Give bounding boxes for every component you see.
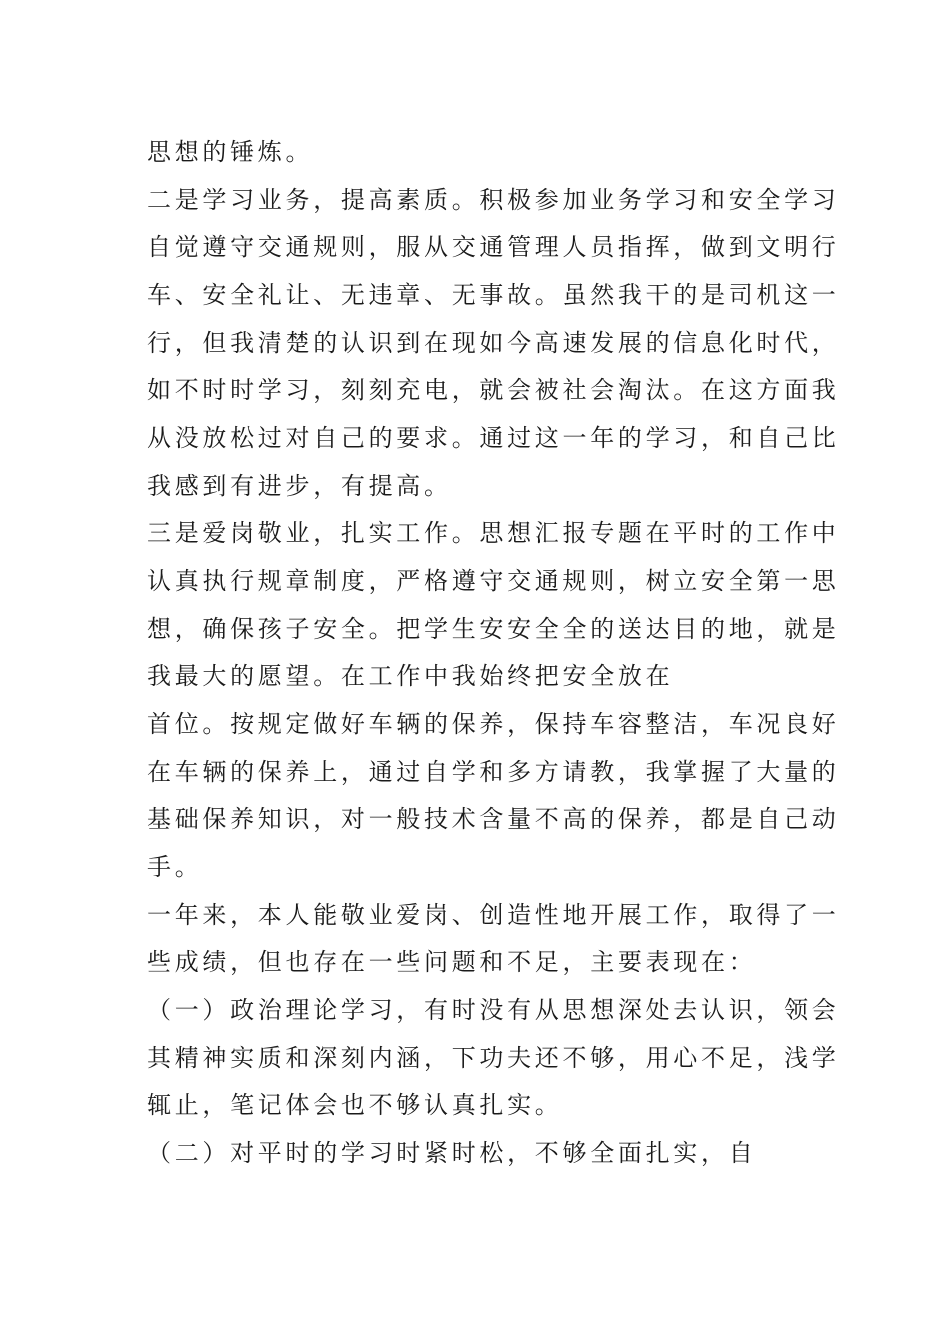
text-line-3: 自觉遵守交通规则，服从交通管理人员指挥，做到文明行 [147, 233, 840, 261]
text-line-14: 在车辆的保养上，通过自学和多方请教，我掌握了大量的 [147, 758, 840, 786]
text-line-22: （二）对平时的学习时紧时松，不够全面扎实，自 [147, 1139, 757, 1167]
text-line-9: 三是爱岗敬业，扎实工作。思想汇报专题在平时的工作中 [147, 519, 840, 547]
text-line-5: 行，但我清楚的认识到在现如今高速发展的信息化时代， [147, 329, 840, 357]
text-line-13: 首位。按规定做好车辆的保养，保持车容整洁，车况良好 [147, 710, 840, 738]
text-line-10: 认真执行规章制度，严格遵守交通规则，树立安全第一思 [147, 567, 840, 595]
text-line-6: 如不时时学习，刻刻充电，就会被社会淘汰。在这方面我 [147, 376, 840, 404]
text-line-19: （一）政治理论学习，有时没有从思想深处去认识，领会 [147, 996, 840, 1024]
text-line-20: 其精神实质和深刻内涵，下功夫还不够，用心不足，浅学 [147, 1044, 840, 1072]
text-line-18: 些成绩，但也存在一些问题和不足，主要表现在： [147, 948, 757, 976]
text-line-17: 一年来，本人能敬业爱岗、创造性地开展工作，取得了一 [147, 901, 840, 929]
text-line-11: 想，确保孩子安全。把学生安安全全的送达目的地，就是 [147, 615, 840, 643]
text-line-16: 手。 [147, 853, 203, 881]
text-line-15: 基础保养知识，对一般技术含量不高的保养，都是自己动 [147, 805, 840, 833]
text-line-7: 从没放松过对自己的要求。通过这一年的学习，和自己比 [147, 424, 840, 452]
text-line-2: 二是学习业务，提高素质。积极参加业务学习和安全学习 [147, 186, 840, 214]
text-line-1: 思想的锤炼。 [147, 138, 314, 166]
text-line-12: 我最大的愿望。在工作中我始终把安全放在 [147, 662, 674, 690]
text-line-21: 辄止，笔记体会也不够认真扎实。 [147, 1091, 563, 1119]
text-line-8: 我感到有进步，有提高。 [147, 472, 452, 500]
text-line-4: 车、安全礼让、无违章、无事故。虽然我干的是司机这一 [147, 281, 840, 309]
